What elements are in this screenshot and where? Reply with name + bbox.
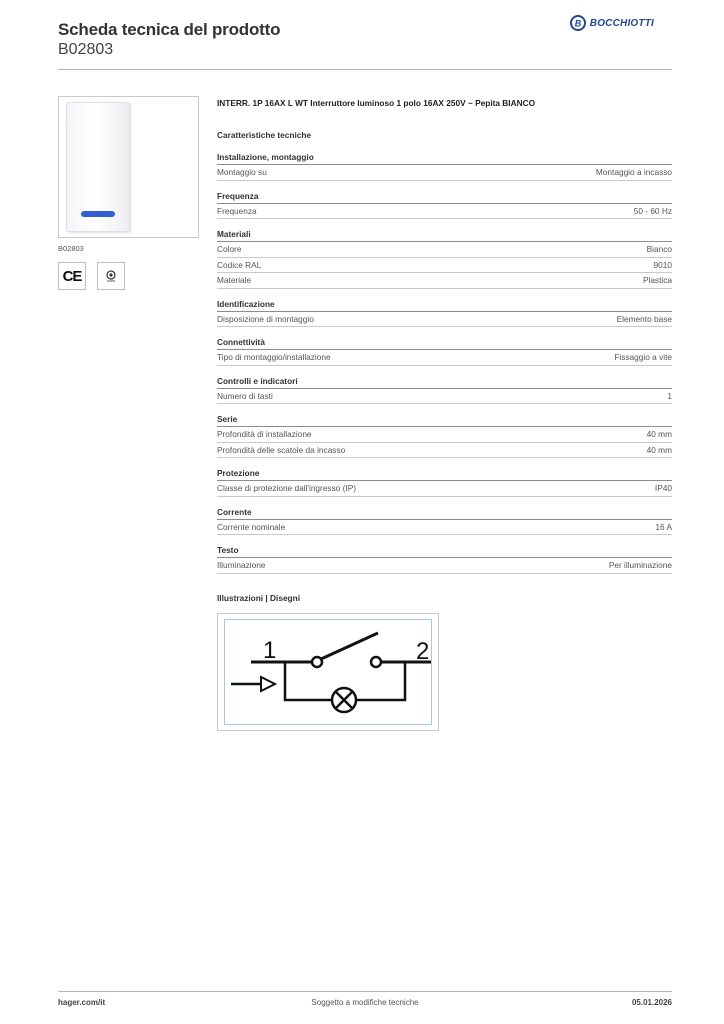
ce-mark-icon <box>58 262 86 290</box>
spec-group <box>217 505 672 536</box>
product-code-caption: B02803 <box>58 244 84 253</box>
spec-row <box>217 164 672 181</box>
lamp-wire-right <box>356 662 405 700</box>
terminal-2-label: 2 <box>416 638 430 665</box>
spec-group-title: Connettività <box>217 337 265 347</box>
spec-label: Montaggio su <box>217 167 267 177</box>
footer-website: hager.com/it <box>58 998 106 1007</box>
spec-group <box>217 466 672 497</box>
spec-value: Bianco <box>646 244 672 254</box>
spec-row <box>217 519 672 536</box>
spec-row <box>217 388 672 405</box>
switch-lever <box>321 633 378 659</box>
spec-value: Elemento base <box>616 313 672 324</box>
spec-group <box>217 543 672 574</box>
spec-value: Plastica <box>642 275 672 285</box>
spec-group-title: Corrente <box>217 506 252 517</box>
page-title: Scheda tecnica del prodotto <box>58 20 281 39</box>
spec-label: Codice RAL <box>217 259 262 270</box>
wiring-diagram-border <box>224 619 432 725</box>
product-description: INTERR. 1P 16AX L WT Interruttore luminoso 1 polo 16AX 250V ~ Pepita BIANCO <box>217 98 536 108</box>
spec-group-title: Installazione, montaggio <box>217 152 314 162</box>
spec-label: Classe di protezione dall'ingresso (IP) <box>217 483 357 493</box>
ce-mark-label: CE <box>62 267 82 285</box>
spec-value: 1 <box>667 390 672 401</box>
footer-date: 05.01.2026 <box>631 998 672 1007</box>
product-image-frame <box>58 96 199 238</box>
spec-value: 50 - 60 Hz <box>633 205 672 216</box>
spec-group <box>217 150 672 181</box>
spec-value: IP40 <box>654 483 672 493</box>
spec-group-title: Frequenza <box>217 190 259 201</box>
spec-group <box>217 297 672 328</box>
characteristics-title: Caratteristiche tecniche <box>217 130 312 140</box>
footer-disclaimer: Soggetto a modifiche tecniche <box>311 998 419 1007</box>
spec-value: Fissaggio a vite <box>614 352 672 362</box>
wiring-diagram-frame <box>217 613 439 731</box>
spec-row <box>217 349 672 366</box>
product-code-heading: B02803 <box>58 41 114 58</box>
characteristics-groups <box>217 150 672 574</box>
footer-divider <box>58 991 672 992</box>
spec-value: 40 mm <box>646 444 672 455</box>
spec-row <box>217 442 672 459</box>
spec-value: 16 A <box>655 521 672 532</box>
spec-group-title: Protezione <box>217 468 260 478</box>
spec-row <box>217 557 672 574</box>
spec-row <box>217 480 672 497</box>
spec-row <box>217 311 672 328</box>
spec-label: Illuminazione <box>217 560 266 570</box>
lamp-wire-left <box>285 662 332 700</box>
imq-logo-icon <box>103 268 119 284</box>
spec-label: Materiale <box>217 275 252 285</box>
led-indicator <box>81 211 115 217</box>
spec-row <box>217 257 672 273</box>
spec-value: Per illuminazione <box>608 560 672 570</box>
spec-row <box>217 426 672 442</box>
spec-group <box>217 189 672 220</box>
svg-text:B: B <box>574 18 582 29</box>
spec-group <box>217 227 672 289</box>
spec-group-title: Materiali <box>217 229 251 239</box>
page-header <box>58 20 280 59</box>
spec-value: Montaggio a incasso <box>595 167 672 177</box>
spec-group-title: Testo <box>217 545 239 555</box>
spec-group <box>217 412 672 458</box>
spec-row <box>217 241 672 257</box>
spec-group-title: Serie <box>217 414 238 424</box>
contact-left <box>312 657 322 667</box>
technical-sheet <box>217 96 672 574</box>
spec-group <box>217 374 672 405</box>
product-photo <box>66 102 130 232</box>
spec-label: Disposizione di montaggio <box>217 313 314 324</box>
input-arrow-head <box>261 677 275 691</box>
spec-label: Colore <box>217 244 242 254</box>
wiring-diagram <box>225 620 431 724</box>
contact-right <box>371 657 381 667</box>
brand-logo <box>570 15 654 31</box>
spec-row <box>217 203 672 220</box>
bocchiotti-logo-icon <box>570 15 586 31</box>
spec-label: Tipo di montaggio/installazione <box>217 352 331 362</box>
spec-label: Numero di tasti <box>217 390 273 401</box>
spec-label: Frequenza <box>217 205 257 216</box>
spec-group-title: Controlli e indicatori <box>217 375 298 386</box>
spec-label: Profondità di installazione <box>217 429 312 439</box>
spec-label: Profondità delle scatole da incasso <box>217 444 346 455</box>
spec-row <box>217 272 672 289</box>
spec-group <box>217 335 672 366</box>
illustrations-title: Illustrazioni | Disegni <box>217 593 300 603</box>
spec-value: 40 mm <box>646 429 672 439</box>
header-divider <box>58 69 672 70</box>
spec-label: Corrente nominale <box>217 521 286 532</box>
imq-mark-icon <box>97 262 125 290</box>
spec-group-title: Identificazione <box>217 298 275 309</box>
brand-name: BOCCHIOTTI <box>589 17 654 29</box>
spec-value: 9010 <box>653 259 672 270</box>
terminal-1-label: 1 <box>263 637 277 664</box>
